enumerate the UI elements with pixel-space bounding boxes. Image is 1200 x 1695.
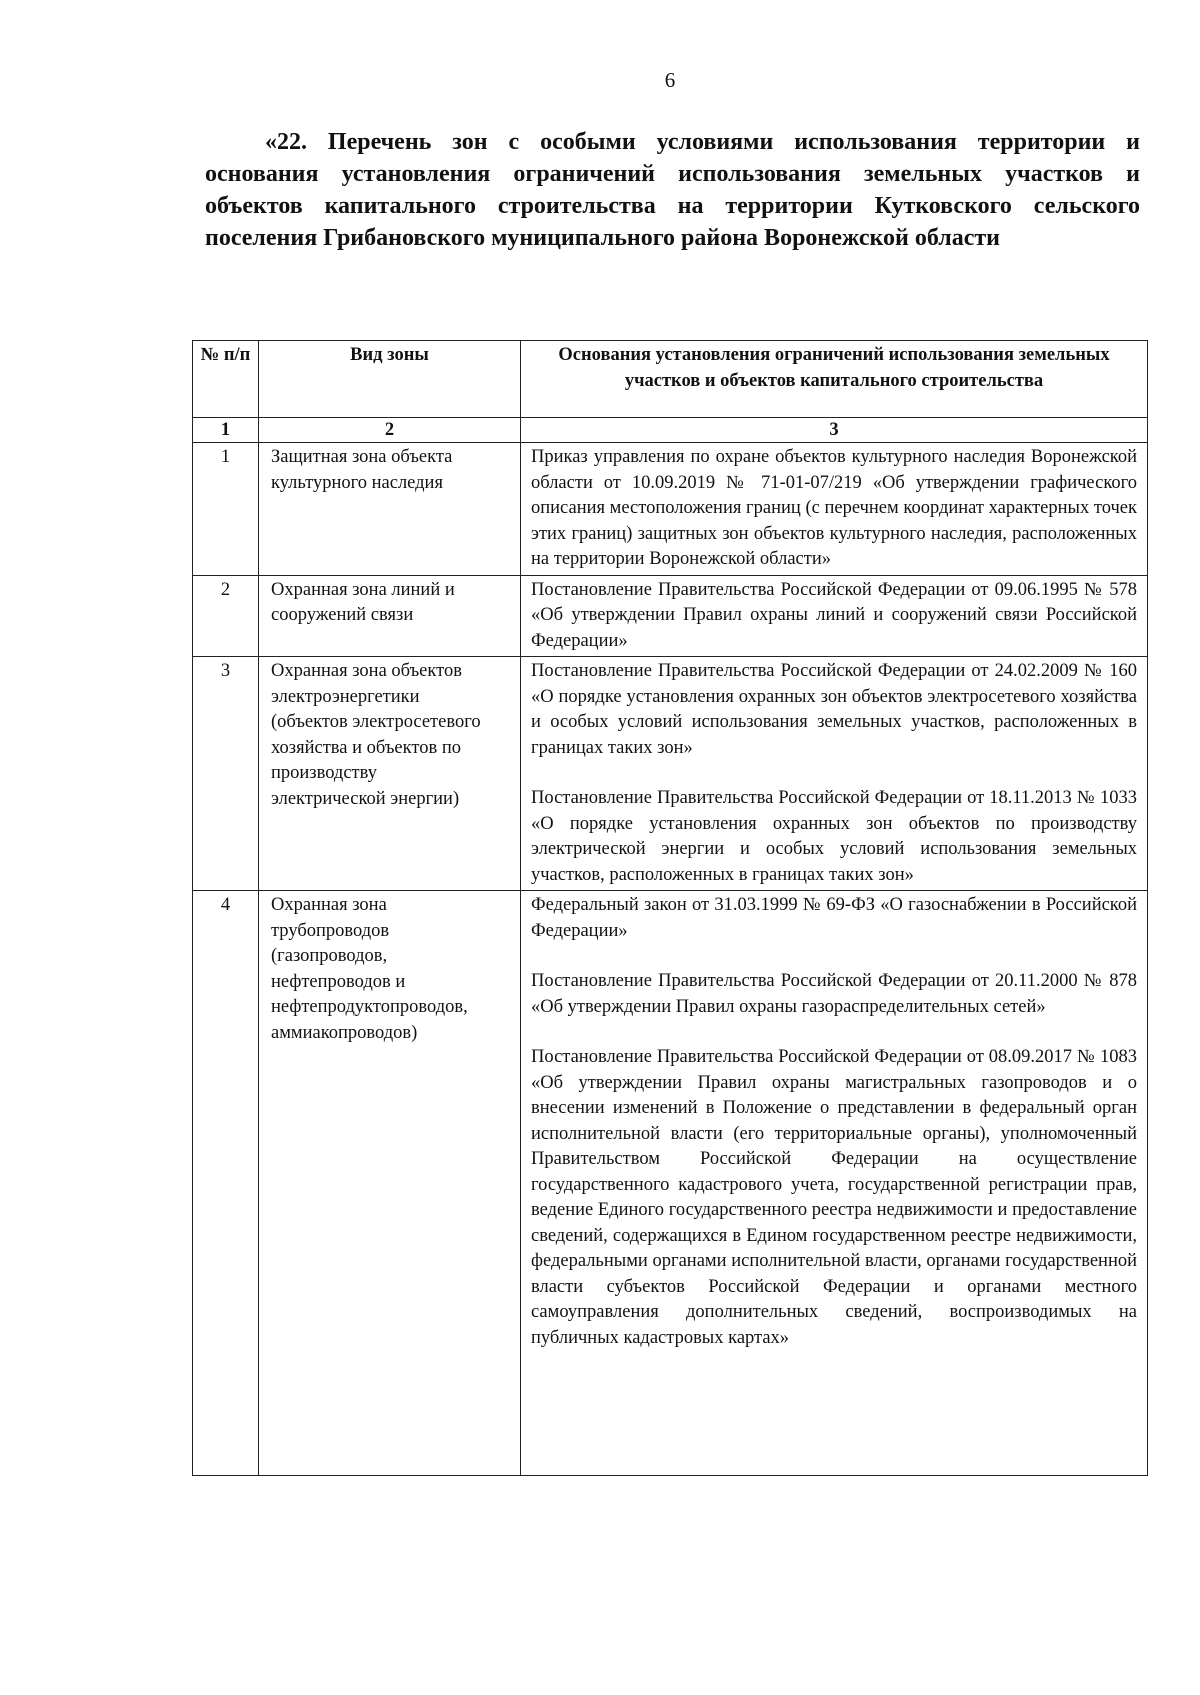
zones-table [192, 340, 1148, 1476]
row-number: 3 [193, 657, 259, 891]
zone-type-line: Охранная зона объектов [271, 661, 462, 681]
row-number: 2 [193, 575, 259, 657]
basis-paragraph: Постановление Правительства Российской Федерации от 18.11.2013 № 1033 «О порядке установления охранных зон объектов по производству электрической энергии и особых условий использования земельных участков, расположенных в границах таких зон» [531, 788, 1137, 885]
basis-paragraph: Постановление Правительства Российской Федерации от 24.02.2009 № 160 «О порядке установления охранных зон объектов электросетевого хозяйства и особых условий использования земельных участков, расположенных в границах таких зон» [531, 661, 1137, 758]
basis-paragraph: Постановление Правительства Российской Федерации от 20.11.2000 № 878 «Об утверждении Правил охраны газораспределительных сетей» [531, 971, 1137, 1017]
zone-type-line: Охранная зона [271, 895, 387, 915]
header-basis: Основания установления ограничений использования земельных участков и объектов капитального строительства [521, 341, 1148, 418]
row-number: 1 [193, 443, 259, 576]
basis-cell [521, 575, 1148, 657]
basis-paragraph: Постановление Правительства Российской Федерации от 09.06.1995 № 578 «Об утверждении Правил охраны линий и сооружений связи Российской Федерации» [531, 579, 1137, 651]
zone-type-line: Охранная зона линий и [271, 579, 455, 600]
table-row [193, 891, 1148, 1476]
header-number: № п/п [193, 341, 259, 418]
column-index: 1 [193, 418, 259, 443]
table-row [193, 575, 1148, 657]
basis-cell [521, 657, 1148, 891]
zone-type-line: (объектов электросетевого [271, 712, 481, 732]
row-number: 4 [193, 891, 259, 1476]
zone-type-line: аммиакопроводов) [271, 1022, 418, 1043]
page-number: 6 [664, 68, 676, 92]
zone-type-cell [259, 443, 521, 576]
column-index: 3 [521, 418, 1148, 443]
basis-cell [521, 443, 1148, 576]
column-index-row [193, 418, 1148, 443]
basis-cell [521, 891, 1148, 1476]
zone-type-line: сооружений связи [271, 605, 414, 625]
zone-type-line: хозяйства и объектов по [271, 737, 461, 758]
zone-type-line: электрической энергии) [271, 788, 460, 809]
column-index: 2 [259, 418, 521, 443]
zone-type-cell [259, 657, 521, 891]
document-title: «22. Перечень зон с особыми условиями использования территории и основания установления ограничений использования земельных участков и объектов капитального строительства на территории Кутковского сельского поселения Грибановского муниципального района Воронежской области [205, 129, 1140, 251]
zone-type-cell [259, 891, 521, 1476]
zone-type-line: производству [271, 763, 377, 783]
basis-paragraph: Федеральный закон от 31.03.1999 № 69-ФЗ «О газоснабжении в Российской Федерации» [531, 895, 1137, 941]
zone-type-line: электроэнергетики [271, 686, 420, 707]
zone-type-line: нефтепродуктопроводов, [271, 997, 468, 1017]
zone-type-line: трубопроводов [271, 920, 390, 941]
zone-type-line: (газопроводов, [271, 946, 388, 966]
table-row [193, 443, 1148, 576]
zone-type-cell [259, 575, 521, 657]
zone-type-line: Защитная зона объекта [271, 447, 453, 467]
zone-type-line: культурного наследия [271, 472, 443, 493]
table-header-row [193, 341, 1148, 418]
table-row [193, 657, 1148, 891]
header-zone-type: Вид зоны [259, 341, 521, 418]
basis-paragraph: Постановление Правительства Российской Федерации от 08.09.2017 № 1083 «Об утверждении Правил охраны магистральных газопроводов и о внесении изменений в Положение о представлении в федеральный орган исполнительной власти (его территориальные органы), уполномоченный Правительством Российской Федерации на осуществление государственного кадастрового учета, государственной регистрации прав, ведение Единого государственного реестра недвижимости и предоставление сведений, содержащихся в Едином государственном реестре недвижимости, федеральными органами исполнительной власти, органами государственной власти субъектов Российской Федерации и органами местного самоуправления дополнительных сведений, воспроизводимых на публичных кадастровых картах» [531, 1047, 1137, 1348]
basis-paragraph: Приказ управления по охране объектов культурного наследия Воронежской области от 10.09.2019 № 71-01-07/219 «Об утверждении графического описания местоположения границ (с перечнем координат характерных точек этих границ) защитных зон объектов культурного наследия, расположенных на территории Воронежской области» [531, 447, 1137, 569]
zone-type-line: нефтепроводов и [271, 971, 406, 992]
